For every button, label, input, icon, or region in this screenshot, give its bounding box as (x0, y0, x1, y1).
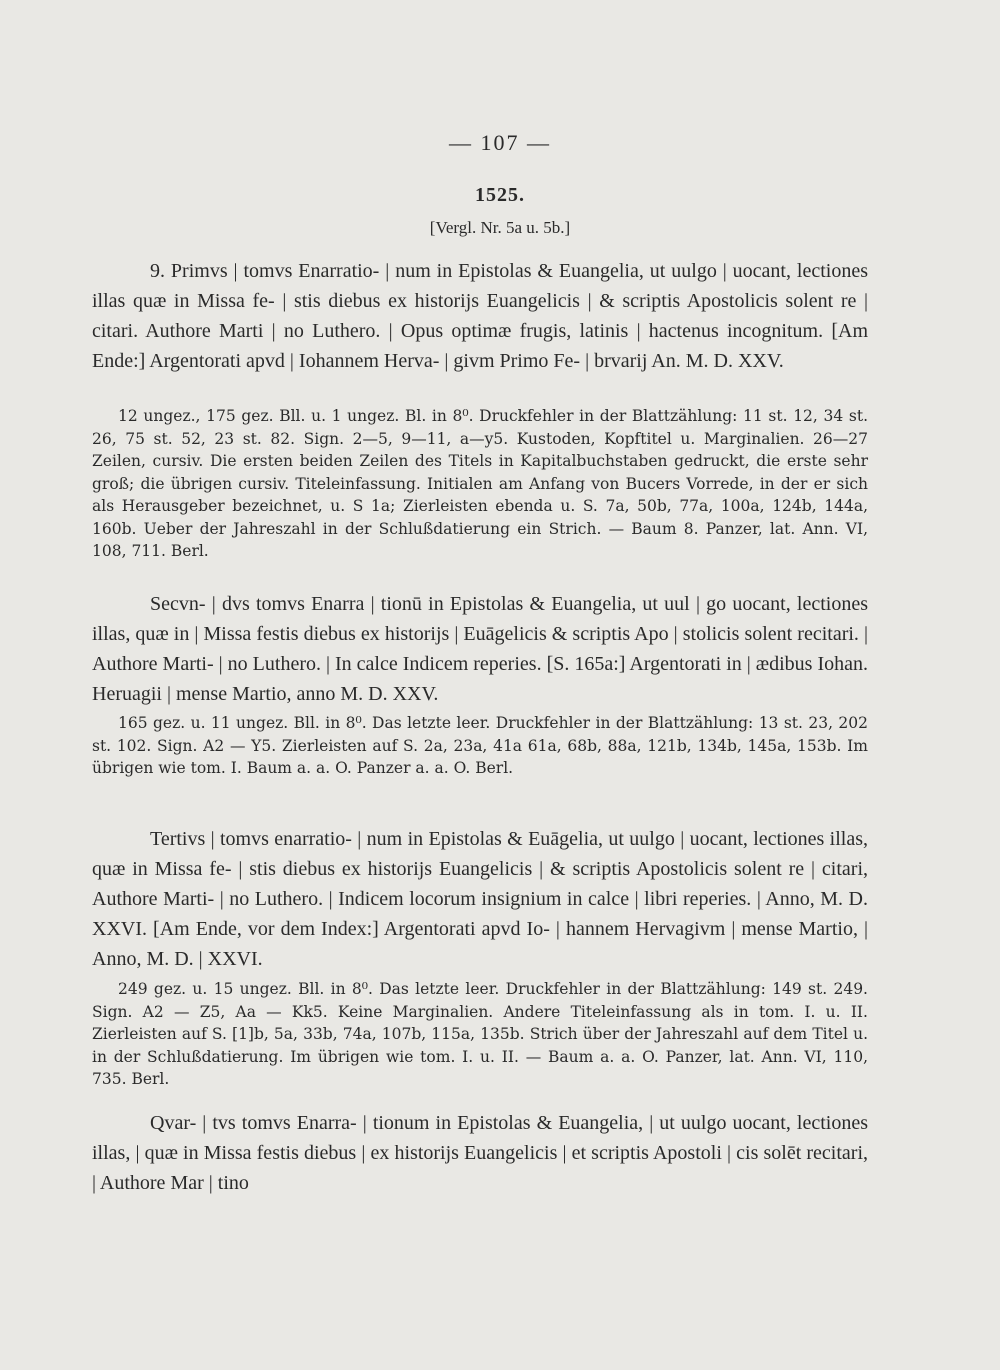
entry-title-4: Qvar- | tvs tomvs Enarra- | tionum in Epistolas & Euangelia, | ut uulgo uocant, lectiones illas, | quæ in Missa festis diebus | ex historijs Euangelicis | et scriptis Apostoli | cis solēt recitari, | Authore Mar | tino (92, 1112, 868, 1194)
entry-note-3: 249 gez. u. 15 ungez. Bll. in 8⁰. Das letzte leer. Druckfehler in der Blattzählung: 149 st. 249. Sign. A2 — Z5, Aa — Kk5. Keine Marginalien. Andere Titeleinfassung als in tom. I. u. II. Zierleisten auf S. [1]b, 5a, 33b, 74a, 107b, 115a, 135b. Strich über der Jahreszahl auf dem Titel u. in der Schlußdatierung. Im übrigen wie tom. I. u. II. — Baum a. a. O. Panzer, lat. Ann. VI, 110, 735. Berl. (92, 980, 868, 1088)
entry-title-1: 9. Primvs | tomvs Enarratio- | num in Epistolas & Euangelia, ut uulgo | uocant, lectiones illas quæ in Missa fe- | stis diebus ex historijs Euangelicis | & scriptis Apostolicis solent re | citari. Authore Marti | no Luthero. | Opus optimæ frugis, latinis | hactenus incognitum. [Am Ende:] Argentorati apvd | Iohannem Herva- | givm Primo Fe- | brvarij An. M. D. XXV. (92, 260, 868, 372)
entry-title-3: Tertivs | tomvs enarratio- | num in Epistolas & Euāgelia, ut uulgo | uocant, lectiones illas, quæ in Missa fe- | stis diebus ex historijs Euangelicis | & scriptis Apostolicis solent re | citari, Authore Marti- | no Luthero. | Indicem locorum insignium in calce | libri reperies. | Anno, M. D. XXVI. [Am Ende, vor dem Index:] Argentorati apvd Io- | hannem Hervagivm | mense Martio, | Anno, M. D. | XXVI. (92, 828, 868, 970)
entry-note-2: 165 gez. u. 11 ungez. Bll. in 8⁰. Das letzte leer. Druckfehler in der Blattzählung: 13 st. 23, 202 st. 102. Sign. A2 — Y5. Zierleisten auf S. 2a, 23a, 41a 61a, 68b, 88a, 121b, 134b, 145a, 153b. Im übrigen wie tom. I. Baum a. a. O. Panzer a. a. O. Berl. (92, 714, 868, 777)
entry-title-2: Secvn- | dvs tomvs Enarra | tionū in Epistolas & Euangelia, ut uul | go uocant, lectiones illas, quæ in | Missa festis diebus ex historijs | Euāgelicis & scriptis Apo | stolicis solent recitari. | Authore Marti- | no Luthero. | In calce Indicem reperies. [S. 165a:] Argentorati in | ædibus Iohan. Heruagii | mense Martio, anno M. D. XXV. (92, 593, 868, 705)
entry-note-1: 12 ungez., 175 gez. Bll. u. 1 ungez. Bl. in 8⁰. Druckfehler in der Blattzählung: 11 st. 12, 34 st. 26, 75 st. 52, 23 st. 82. Sign. 2—5, 9—11, a—y5. Kustoden, Kopftitel u. Marginalien. 26—27 Zeilen, cursiv. Die ersten beiden Zeilen des Titels in Kapitalbuchstaben gedruckt, die erste sehr groß; die übrigen cursiv. Titeleinfassung. Initialen am Anfang von Bucers Vorrede, in der er sich als Herausgeber bezeichnet, u. S 1a; Zierleisten ebenda u. S. 7a, 50b, 77a, 100a, 124b, 144a, 160b. Ueber der Jahreszahl in der Schlußdatierung ein Strich. — Baum 8. Panzer, lat. Ann. VI, 108, 711. Berl. (92, 407, 868, 560)
cross-reference: [Vergl. Nr. 5a u. 5b.] (429, 218, 571, 237)
page-number-header: — 107 — (449, 130, 551, 155)
year-heading: 1525. (475, 184, 525, 206)
